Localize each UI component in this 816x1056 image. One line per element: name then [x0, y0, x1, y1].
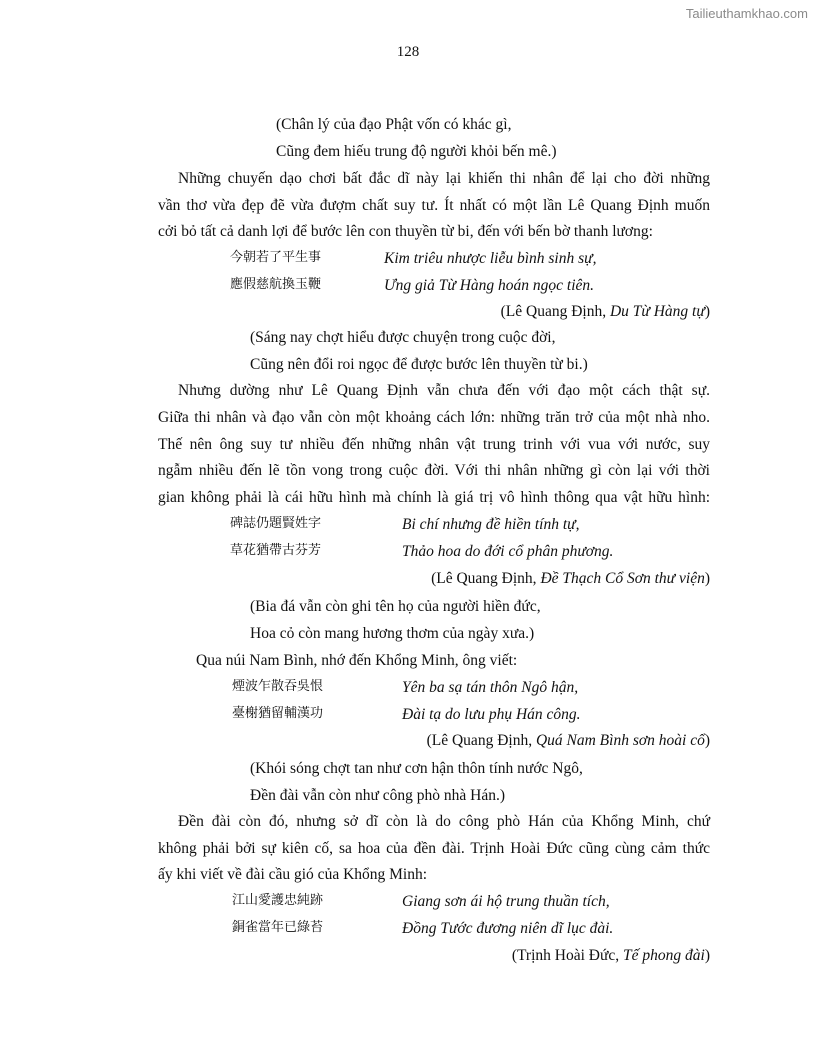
paragraph-line: ấy khi viết về đài cầu gió của Khổng Minh: [158, 866, 428, 883]
han-verse: 江山愛護忠純跡 [232, 893, 324, 908]
paragraph-line: gian không phải là cái hữu hình mà chính là giá trị vô hình thông qua vật hữu hình: [158, 489, 710, 506]
viet-verse: Bi chí nhưng đề hiền tính tự, [402, 516, 580, 533]
translation-line: (Khói sóng chợt tan như cơn hận thôn tính nước Ngô, [250, 760, 583, 777]
paragraph-line: Thế nên ông suy tư nhiều đến những nhân vật trung trinh với vua với nước, suy [158, 436, 710, 453]
translation-line: Cũng nên đổi roi ngọc để được bước lên thuyền từ bi.) [250, 356, 588, 373]
work-title: Quá Nam Bình sơn hoài cổ [535, 732, 705, 749]
viet-verse: Đồng Tước đương niên dĩ lục đài. [402, 920, 614, 937]
page-number: 128 [396, 44, 420, 60]
translation-line: Cũng đem hiếu trung độ người khỏi bến mê.) [276, 143, 557, 160]
citation: (Lê Quang Định, Quá Nam Bình sơn hoài cổ) [426, 732, 710, 749]
viet-verse: Ưng giả Từ Hàng hoán ngọc tiên. [384, 277, 595, 294]
translation-line: Hoa cỏ còn mang hương thơm của ngày xưa.) [250, 625, 535, 642]
translation-line: (Chân lý của đạo Phật vốn có khác gì, [276, 116, 512, 133]
paragraph-line: Qua núi Nam Bình, nhớ đến Khổng Minh, ông viết: [196, 652, 518, 669]
han-verse: 銅雀當年已綠苔 [232, 920, 324, 935]
paragraph-line: ngẫm nhiều đến lẽ tồn vong trong cuộc đời. Với thi nhân những gì còn lại với thời [158, 462, 710, 479]
han-verse: 草花猶帶古芬芳 [230, 543, 322, 558]
translation-line: (Bia đá vẫn còn ghi tên họ của người hiền đức, [250, 598, 541, 615]
han-verse: 今朝若了平生事 [230, 250, 322, 265]
paragraph-line: Đền đài còn đó, nhưng sở dĩ còn là do công phò Hán của Khổng Minh, chứ [178, 813, 710, 830]
viet-verse: Kim triêu nhược liễu bình sinh sự, [384, 250, 597, 267]
citation: (Trịnh Hoài Đức, Tế phong đài) [511, 947, 710, 964]
paragraph-line: Nhưng dường như Lê Quang Định vẫn chưa đến với đạo một cách thật sự. [178, 382, 710, 399]
han-verse: 臺榭猶留輔漢功 [232, 706, 324, 721]
viet-verse: Thảo hoa do đới cổ phân phương. [402, 543, 614, 560]
translation-line: Đền đài vẫn còn như công phò nhà Hán.) [250, 787, 506, 804]
work-title: Đề Thạch Cổ Sơn thư viện [540, 570, 705, 587]
paragraph-line: không phải bởi sự kiên cố, sa hoa của đền đài. Trịnh Hoài Đức cũng cùng cảm thức [158, 840, 710, 857]
viet-verse: Yên ba sạ tán thôn Ngô hận, [402, 679, 579, 696]
paragraph-line: Những chuyến dạo chơi bất đắc dĩ này lại khiến thi nhân để lại cho đời những [178, 170, 710, 187]
han-verse: 應假慈航換玉鞭 [230, 277, 322, 292]
translation-line: (Sáng nay chợt hiểu được chuyện trong cuộc đời, [250, 329, 556, 346]
viet-verse: Giang sơn ái hộ trung thuần tích, [402, 893, 610, 910]
paragraph-line: cởi bỏ tất cả danh lợi để bước lên con thuyền từ bi, đến với bến bờ thanh lương: [158, 223, 653, 240]
viet-verse: Đài tạ do lưu phụ Hán công. [402, 706, 581, 723]
citation: (Lê Quang Định, Đề Thạch Cổ Sơn thư viện) [431, 570, 710, 587]
han-verse: 煙波乍散吞吳恨 [232, 679, 324, 694]
work-title: Du Từ Hàng tự [609, 303, 705, 320]
paragraph-line: Giữa thi nhân và đạo vẫn còn một khoảng cách lớn: những trăn trở của một nhà nho. [158, 409, 710, 426]
paragraph-line: vần thơ vừa đẹp đẽ vừa đượm chất suy tư. Ít nhất có một lần Lê Quang Định muốn [158, 197, 710, 214]
citation: (Lê Quang Định, Du Từ Hàng tự) [500, 303, 710, 320]
han-verse: 碑誌仍題賢姓字 [230, 516, 322, 531]
work-title: Tế phong đài [623, 947, 705, 964]
watermark: Tailieuthamkhao.com [685, 6, 808, 21]
